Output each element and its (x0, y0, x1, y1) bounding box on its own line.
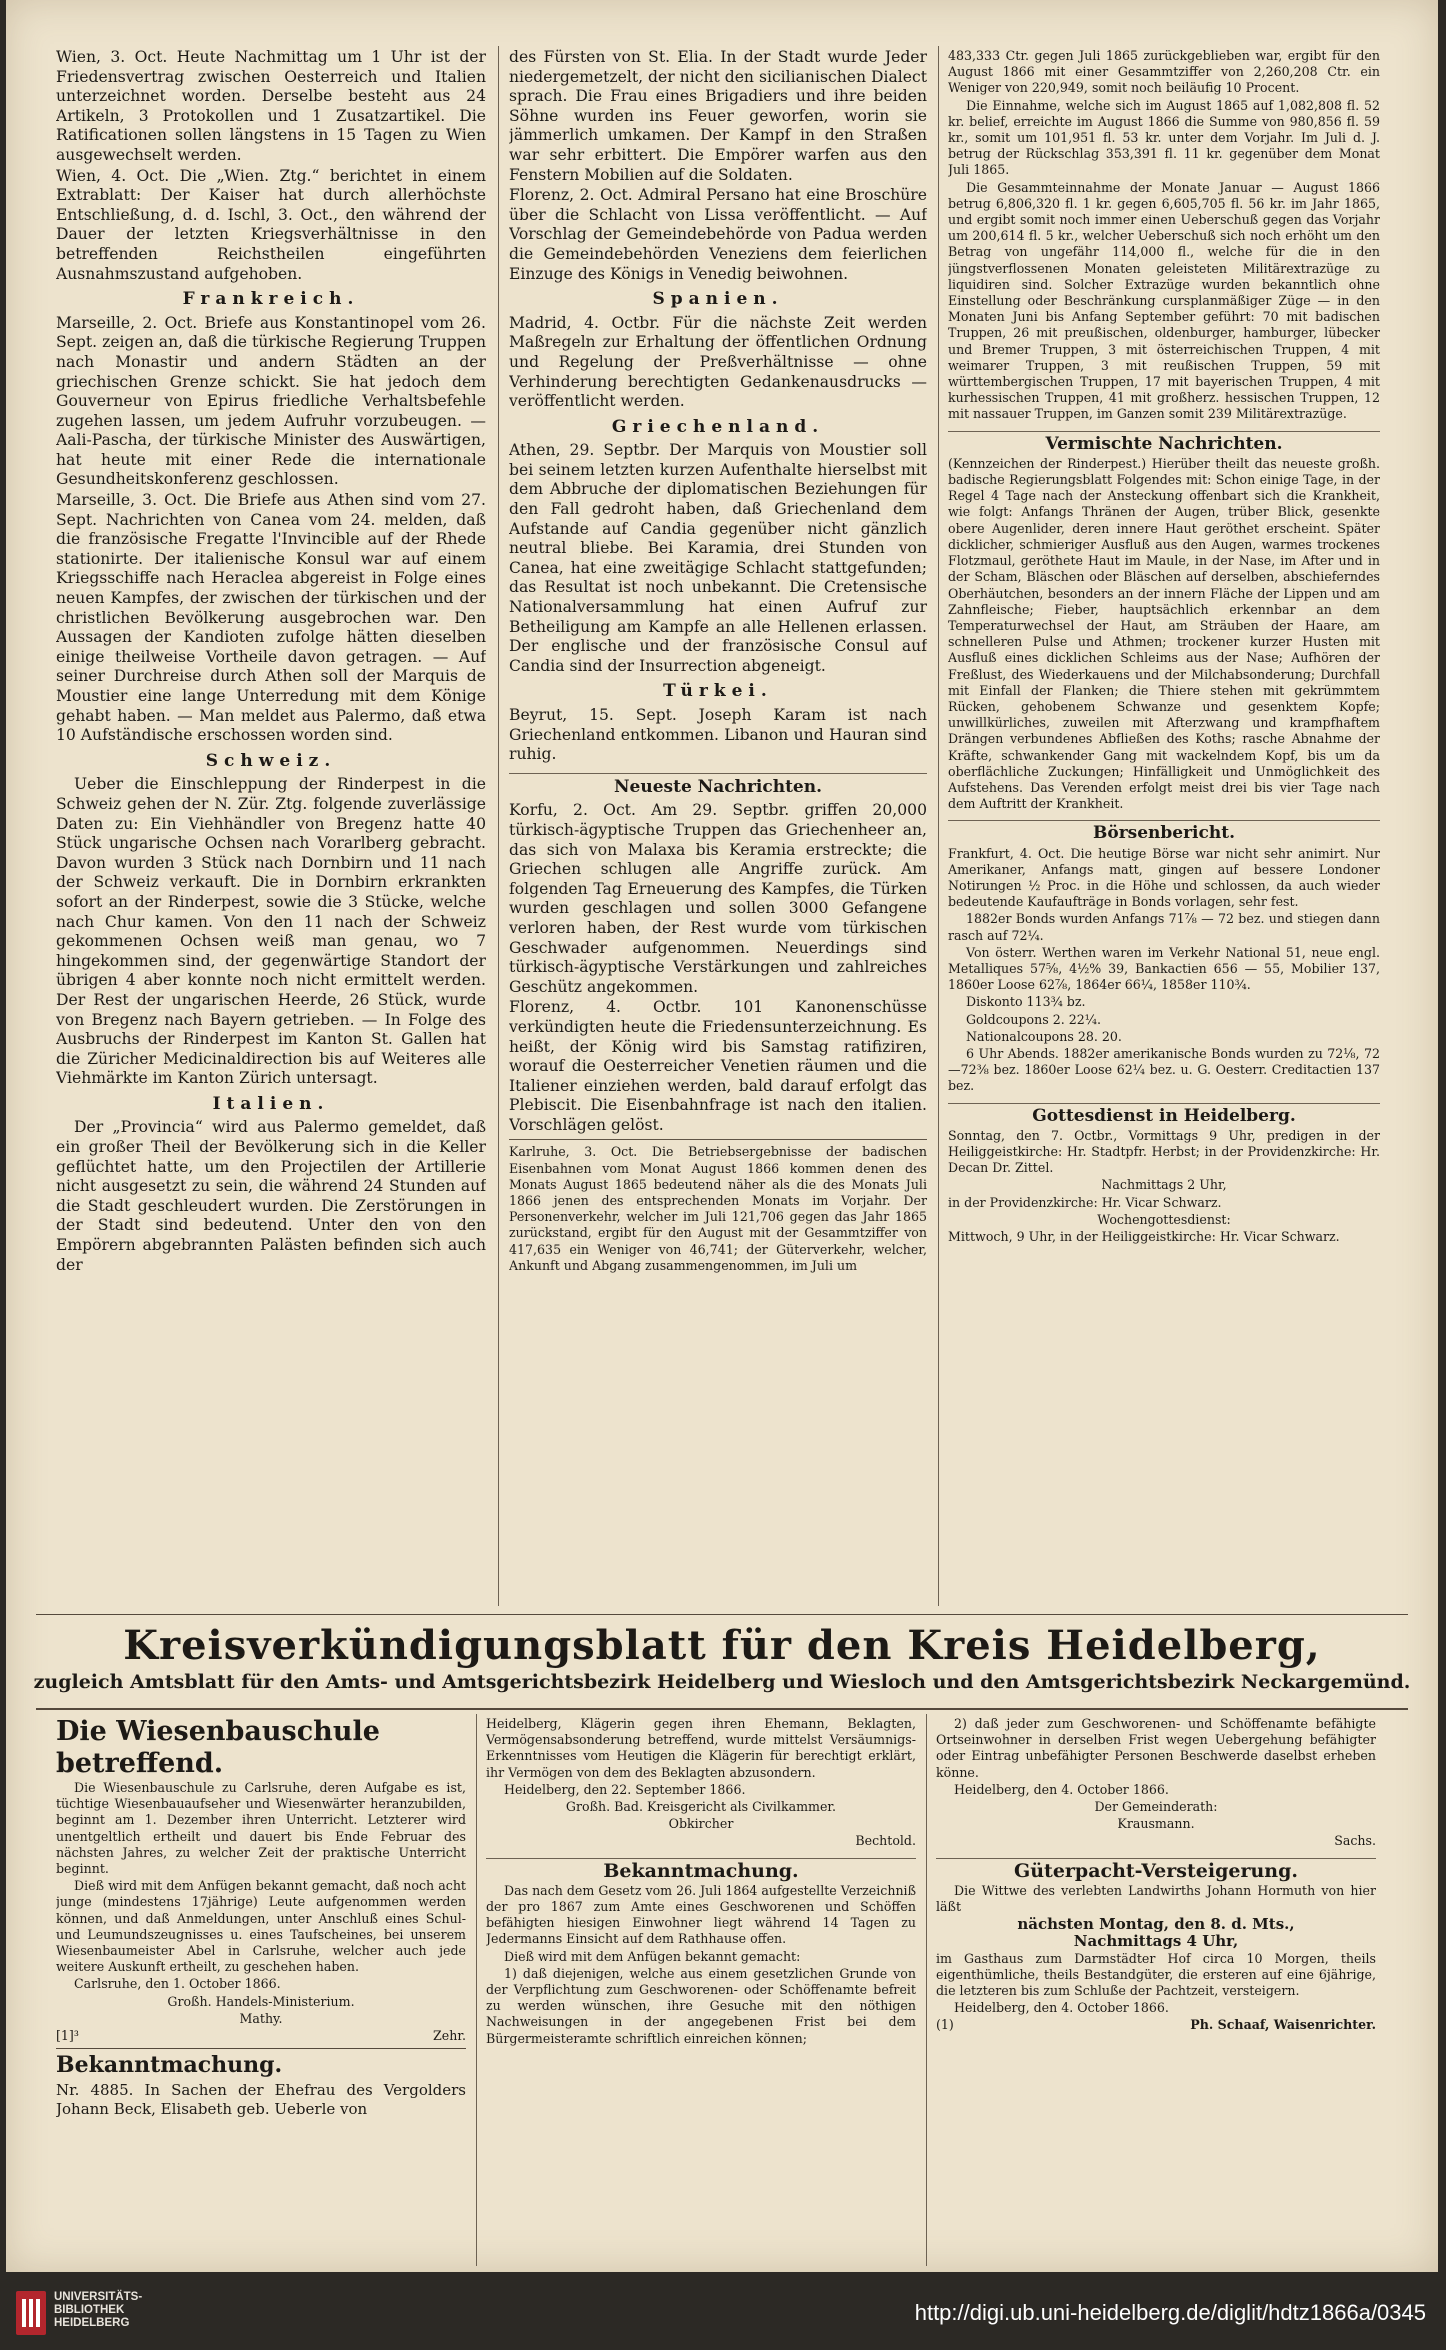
article-wien-2: Wien, 4. Oct. Die „Wien. Ztg.“ berichtet in einem Extrablatt: Der Kaiser hat durch allerhöchste Entschließung, d. d. Ischl, 3. Oct., den während der Dauer der letzten Kriegsverhältnisse in den betreffenden Reichstheilen eingeführten Ausnahmszustand aufgehoben. (56, 166, 486, 283)
article-oesterr: Von österr. Werthen waren im Verkehr National 51, neue engl. Metalliques 57⅝, 4½% 39, Bankactien 656 — 55, Mobilier 137, 1860er Loose 62⅞, 1864er 66¼, 1858er 110¾. (948, 944, 1380, 993)
article-madrid: Madrid, 4. Octbr. Für die nächste Zeit werden Maßregeln zur Erhaltung der öffentlichen Ordnung und Regelung der Preßverhältnisse — ohne Verhinderung berechtigten Gedankenausdrucks — veröffentlicht werden. (509, 313, 927, 411)
gottesdienst-mittwoch: Mittwoch, 9 Uhr, in der Heiliggeistkirche: Hr. Vicar Schwarz. (948, 1229, 1340, 1245)
divider (509, 1139, 927, 1140)
beck-court: Großh. Bad. Kreisgericht als Civilkammer. (565, 1799, 837, 1815)
article-eisenbahn-cont: 483,333 Ctr. gegen Juli 1865 zurückgeblieben war, ergibt für den August 1866 mit einer Gesammtziffer von 2,260,208 Ctr. ein Weniger von 220,949, somit noch beiläufig 10 Procent. (948, 48, 1380, 96)
article-beyrut: Beyrut, 15. Sept. Joseph Karam ist nach Griechenland entkommen. Libanon und Hauran sind ruhig. (509, 706, 927, 764)
masthead-rule-top (36, 1614, 1408, 1615)
wiesenbau-signature: Mathy. (239, 2010, 283, 2026)
heading-wiesenbauschule: Die Wiesenbauschule betreffend. (56, 1716, 380, 1779)
wiesenbau-footer (56, 2028, 466, 2044)
gueterpacht-place-date: Heidelberg, den 4. October 1866. (954, 2000, 1169, 2016)
lower-divider-1 (476, 1714, 477, 2266)
column-3 (948, 48, 1380, 1603)
article-wien-1: Wien, 3. Oct. Heute Nachmittag um 1 Uhr ist der Friedensvertrag zwischen Oesterreich und Italien unterzeichnet worden. Derselbe besteht aus 24 Artikeln, 3 Protokollen und 1 Zusatzartikel. Die Ratificationen sollen längstens in 15 Tagen zu Wien ausgewechselt werden. (56, 48, 486, 164)
article-einnahme: Die Einnahme, welche sich im August 1865 auf 1,082,808 fl. 52 kr. belief, erreichte im August 1866 die Summe von 980,856 fl. 59 kr., somit um 101,951 fl. 53 kr. unter dem Vorjahr. Im Juli d. J. betrug der Rückschlag 353,391 fl. 11 kr. gegenüber dem Monat Juli 1865. (948, 97, 1380, 178)
gottesdienst-providenz: in der Providenzkirche: Hr. Vicar Schwarz. (948, 1194, 1222, 1210)
article-korfu: Korfu, 2. Oct. Am 29. Septbr. griffen 20,000 türkisch-ägyptische Truppen das Griechenheer an, das sich von Malaxa bis Keramia erstreckte; die Griechen schlugen alle Angriffe zurück. Am folgenden Tag Erneuerung des Kampfes, die Türken wurden geschlagen und sollen 3000 Gefangene verloren haben, der Rest wurde vom türkischen Geschwader aufgenommen. Neuerdings sind türkisch-ägyptische Verstärkungen und zahlreiches Geschütz angekommen. (509, 801, 927, 996)
wiesenbau-ministerium: Großh. Handels-Ministerium. (167, 1993, 355, 2009)
article-frankfurt: Frankfurt, 4. Oct. Die heutige Börse war nicht sehr animirt. Nur Amerikaner, Anfangs matt, gingen auf bessere Londoner Notirungen ½ Proc. in die Höhe und schlossen, da auch wieder bedeutende Kaufaufträge in Bonds vorlagen, sehr fest. (948, 845, 1380, 910)
gemeinderath-name: Krausmann. (1117, 1816, 1195, 1832)
masthead (6, 1622, 1438, 1694)
geschworene-anfuegen: Dieß wird mit dem Anfügen bekannt gemacht: (504, 1948, 801, 1964)
section-heading-neueste: Neueste Nachrichten. (509, 773, 927, 798)
heading-bekanntmachung-1: Bekanntmachung. (56, 2048, 466, 2081)
article-diskonto: Diskonto 113¾ bz. (966, 994, 1086, 1010)
bekanntmachung-1-text: Nr. 4885. In Sachen der Ehefrau des Vergolders Johann Beck, Elisabeth geb. Ueberle von (56, 2081, 466, 2119)
gueterpacht-ref: (1) (936, 2017, 954, 2033)
logo-line-1: UNIVERSITÄTS- (54, 2291, 143, 2303)
gemeinderath-label: Der Gemeinderath: (1094, 1799, 1218, 1815)
article-bonds: 1882er Bonds wurden Anfangs 71⅞ — 72 bez. und stiegen dann rasch auf 72¼. (948, 911, 1380, 943)
section-heading-gottesdienst: Gottesdienst in Heidelberg. (948, 1103, 1380, 1124)
gottesdienst-woche-label: Wochengottesdienst: (1097, 1211, 1231, 1227)
masthead-subtitle: zugleich Amtsblatt für den Amts- und Amtsgerichtsbezirk Heidelberg und Wiesloch und den Amtsgerichtsbezirk Neckargemünd. (33, 1671, 1411, 1693)
beck-sig-2: Bechtold. (855, 1833, 916, 1849)
article-italien-cont: des Fürsten von St. Elia. In der Stadt wurde Jeder niedergemetzelt, der nicht den sicilianischen Dialect sprach. Die Frau eines Brigadiers und ihre beiden Söhne wurden ins Feuer geworfen, worin sie jämmerlich umkamen. Der Kampf in den Straßen war sehr erbittert. Die Empörer warfen aus den Fenstern Mobilien auf die Soldaten. (509, 48, 927, 184)
lower-column-2 (486, 1716, 916, 2266)
article-abends: 6 Uhr Abends. 1882er amerikanische Bonds wurden zu 72⅛, 72—72⅜ bez. 1860er Loose 62¼ bez. u. G. Oesterr. Creditactien 137 bez. (948, 1045, 1380, 1094)
logo-line-3: HEIDELBERG (54, 2317, 130, 2329)
gemeinderath-sig: Sachs. (1334, 1833, 1376, 1849)
article-italien: Der „Provincia“ wird aus Palermo gemeldet, daß ein großer Theil der Bevölkerung sich in die Keller geflüchtet hatte, um den Projectilen der Artillerie nicht ausgesetzt zu sein, die während 24 Stunden auf die Stadt geschleudert wurden. Die Zerstörungen in der Stadt sind bedeutend. Unter den von den Empörern abgebrannten Palästen befinden sich auch der (56, 1118, 486, 1274)
article-florenz-2: Florenz, 4. Octbr. 101 Kanonenschüsse verkündigten heute die Friedensunterzeichnung. Es heißt, der König wird bis Samstag ratifiziren, worauf die Oesterreicher Venetien räumen und die Italiener einziehen werden, bald darauf erfolgt das Plebiscit. Die Eisenbahnfrage ist nach den italien. Vorschlägen gelöst. (509, 998, 927, 1134)
section-heading-tuerkei: Türkei. (663, 681, 773, 702)
gueterpacht-intro: Die Wittwe des verlebten Landwirths Johann Hormuth von hier läßt (936, 1882, 1376, 1915)
section-heading-boerse: Börsenbericht. (948, 820, 1380, 841)
article-marseille-1: Marseille, 2. Oct. Briefe aus Konstantinopel vom 26. Sept. zeigen an, daß die türkische Regierung Truppen nach Monastir und andern Städten an der griechischen Grenze schickt. Sie hat jedoch dem Gouverneur von Epirus friedliche Verhaltsbefehle zugehen lassen, um jedem Aufruhr vorzubeugen. — Aali-Pascha, der türkische Minister des Auswärtigen, hat heute mit einer Rede die internationale Gesundheitskonferenz geschlossen. (56, 313, 486, 489)
column-1 (56, 48, 486, 1603)
logo-text (54, 2291, 142, 2330)
article-schweiz: Ueber die Einschleppung der Rinderpest in die Schweiz gehen der N. Zür. Ztg. folgende zuverlässige Daten zu: Ein Viehhändler von Bregenz hatte 40 Stück ungarische Ochsen nach Vorarlberg gebracht. Davon wurden 3 Stück nach Dornbirn und 11 nach der Schweiz verkauft. Die in Dornbirn erkrankten sofort an der Rinderpest, sowie die 3 Stücke, welche nach Chur kamen. Von den 11 nach der Schweiz gekommenen Ochsen weiß man genau, wo 7 hingekommen sind, der gegenwärtige Standort der übrigen 4 aber konnte noch nicht ermittelt werden. Der Rest der ungarischen Heerde, 26 Stück, wurde von Bregenz nach Bayern getrieben. — In Folge des Ausbruchs der Rinderpest im Kanton St. Gallen hat die Züricher Medicinaldirection bis auf Weiteres alle Viehmärkte im Kanton Zürich untersagt. (56, 775, 486, 1088)
geschworene-text: Das nach dem Gesetz vom 26. Juli 1864 aufgestellte Verzeichniß der pro 1867 zum Amte eines Geschworenen und Schöffen befähigten hiesigen Einwohner liegt während 14 Tagen zu Jedermanns Einsicht auf dem Rathhause offen. (486, 1882, 916, 1947)
column-divider-2 (938, 46, 939, 1606)
beck-sig-1: Obkircher (668, 1816, 734, 1832)
section-heading-vermischte: Vermischte Nachrichten. (948, 431, 1380, 452)
source-url-link[interactable]: http://digi.ub.uni-heidelberg.de/diglit/hdtz1866a/0345 (914, 2300, 1426, 2325)
column-divider-1 (498, 46, 499, 1606)
masthead-title: Kreisverkündigungsblatt für den Kreis Heidelberg, (123, 1622, 1321, 1669)
wiesenbau-sig-2: Zehr. (433, 2028, 466, 2044)
beck-text: Heidelberg, Klägerin gegen ihren Ehemann, Beklagten, Vermögensabsonderung betreffend, wurde mittelst Versäumnigs-Erkenntnisses vom Heutigen die Klägerin für berechtigt erklärt, ihr Vermögen von dem des Beklagten abzusondern. (486, 1716, 916, 1780)
logo-line-2: BIBLIOTHEK (54, 2304, 125, 2316)
wiesenbau-text-2: Dieß wird mit dem Anfügen bekannt gemacht, daß noch acht junge (mindestens 17jährige) Leute aufgenommen werden können, und daß Anmeldungen, unter Anschluß eines Schul- und Leumundszeugnisses u. eines Taufscheines, bei unserem Wiesenbaumeister Abel in Carlsruhe, welcher auch jede weitere Auskunft ertheilt, zu geschehen haben. (56, 1878, 466, 1975)
geschworene-date: Heidelberg, den 4. October 1866. (954, 1781, 1169, 1797)
beck-date: Heidelberg, den 22. September 1866. (504, 1781, 746, 1797)
gottesdienst-sonntag: Sonntag, den 7. Octbr., Vormittags 9 Uhr, predigen in der Heiliggeistkirche: Hr. Stadtpfr. Herbst; in der Providenzkirche: Hr. Decan Dr. Zittel. (948, 1127, 1380, 1176)
article-national: Nationalcoupons 28. 20. (966, 1028, 1122, 1044)
wiesenbau-ref: [1]³ (56, 2028, 79, 2044)
article-marseille-2: Marseille, 3. Oct. Die Briefe aus Athen sind vom 27. Sept. Nachrichten von Canea vom 24. melden, daß die französische Fregatte l'Invincible auf der Rhede stationirte. Der italienische Konsul war auf einem Kriegsschiffe nach Heraclea abgereist in Folge eines neuen Kampfes, der zwischen der türkischen und der christlichen Bevölkerung ausgebrochen war. Den Aussagen der Kandioten zufolge hätten dieselben einige theilweise Vortheile davon getragen. — Auf seiner Durchreise durch Athen soll der Marquis de Moustier eine lange Unterredung mit dem Könige gehabt haben. — Man meldet aus Palermo, daß etwa 10 Aufständische erschossen worden sind. (56, 491, 486, 745)
section-heading-spanien: Spanien. (652, 289, 784, 310)
article-athen: Athen, 29. Septbr. Der Marquis von Moustier soll bei seinem letzten kurzen Aufenthalte hierselbst mit dem Abbruche der diplomatischen Beziehungen für den Fall gedroht haben, daß Griechenland dem Aufstande auf Candia gegenüber nicht gänzlich neutral bliebe. Bei Karamia, drei Stunden von Canea, hat eine zweitägige Schlacht stattgefunden; das Resultat ist noch unbekannt. Die Cretensische Nationalversammlung hat einen Aufruf zur Betheiligung am Kampfe an alle Hellenen erlassen. Der englische und der französische Consul auf Candia sind der Insurrection abgeneigt. (509, 441, 927, 675)
gueterpacht-signature: Ph. Schaaf, Waisenrichter. (1190, 2017, 1376, 2033)
geschworene-point-1: 1) daß diejenigen, welche aus einem gesetzlichen Grunde von der Verpflichtung zum Geschworenen- oder Schöffenamte befreit zu werden wünschen, ihre Gesuche mit den nöthigen Nachweisungen in der angegebenen Frist bei dem Bürgermeisteramte schriftlich einreichen können; (486, 1965, 916, 2046)
heading-bekanntmachung-2: Bekanntmachung. (486, 1858, 916, 1879)
section-heading-griechenland: Griechenland. (611, 416, 825, 437)
geschworene-point-2: 2) daß jeder zum Geschworenen- und Schöffenamte befähigte Ortseinwohner in derselben Frist wegen Uebergehung befähigter oder Eintrag unbefähigter Personen Beschwerde daselbst erheben könne. (936, 1716, 1376, 1780)
wiesenbau-text-1: Die Wiesenbauschule zu Carlsruhe, deren Aufgabe es ist, tüchtige Wiesenbauaufseher und Wiesenwärter heranzubilden, beginnt am 1. Dezember ihren Unterricht. Letzterer wird unentgeltlich ertheilt und dauert bis Ende Februar des nächsten Jahres, zu welcher Zeit der praktische Unterricht beginnt. (56, 1780, 466, 1877)
masthead-rule-bottom (36, 1708, 1408, 1710)
gueterpacht-time: Nachmittags 4 Uhr, (1073, 1932, 1239, 1951)
article-rinderpest: (Kennzeichen der Rinderpest.) Hierüber theilt das neueste großh. badische Regierungsblatt Folgendes mit: Schon einige Tage, in der Regel 4 Tage nach der Ansteckung offenbart sich die Krankheit, wie folgt: Anfangs Thränen der Augen, trüber Blick, gesenkte obere Augenlider, deren innere Haut geröthet erscheint. Später dicklicher, schmieriger Ausfluß aus den Augen, warmes trockenes Flotzmaul, geröthete Haut im Maule, in der Nase, im After und in der Scham, Bläschen oder Bläschen auf derselben, abschieferndes Oberhäutchen, besonders an der innern Fläche der Lippen und am Zahnfleische; Fieber, hauptsächlich erkennbar an dem Temperaturwechsel der Haut, am Sträuben der Haare, am schnelleren Pulse und Athmen; trockener kurzer Husten mit Ausfluß eines dicklichen Schleims aus der Nase; Aufhören der Freßlust, des Wiederkauens und der Milchabsonderung; Durchfall mit Einfall der Flanken; die Thiere stehen mit gekrümmtem Rücken, gehobenem Schwanze und gesenktem Kopfe; unwillkürliches, zuweilen mit Afterzwang und krampfhaftem Drängen verbundenes Abfließen des Koths; rasche Abnahme der Kräfte, schwankender Gang mit wackelndem Kopf, bis um da oberflächliche Zuckungen; Hinfälligkeit und Unmöglichkeit des Aufstehens. Das Verenden erfolgt meist drei bis vier Tage nach dem Auftritt der Krankheit. (948, 455, 1380, 812)
article-karlsruhe: Karlruhe, 3. Oct. Die Betriebsergebnisse der badischen Eisenbahnen vom Monat August 1866 kommen denen des Monats August 1865 bedeutend näher als die des Monats Juli 1866 jenen des entsprechenden Monats im Vorjahr. Der Personenverkehr, welcher im Juli 121,706 gegen das Jahr 1865 zurückstand, ergibt für den August mit der Gesammtziffer von 417,635 ein Weniger von 46,741; der Güterverkehr, welcher, Ankunft und Abgang zusammengenommen, im Juli um (509, 1144, 927, 1273)
article-florenz-1: Florenz, 2. Oct. Admiral Persano hat eine Broschüre über die Schlacht von Lissa veröffentlicht. — Auf Vorschlag der Gemeindebehörde von Padua werden die Gemeindebehörden Veneziens dem feierlichen Einzuge des Königs in Venedig beiwohnen. (509, 186, 927, 283)
section-heading-schweiz: Schweiz. (205, 750, 337, 771)
article-gold: Goldcoupons 2. 22¼. (966, 1011, 1101, 1027)
wiesenbau-date: Carlsruhe, den 1. October 1866. (74, 1976, 281, 1992)
gueterpacht-text: im Gasthaus zum Darmstädter Hof circa 10 Morgen, theils eigenthümliche, theils Bestandgüter, die ersteren auf eine 6jährige, die letzteren bis zum Schluße der Pachtzeit, versteigern. (936, 1950, 1376, 1999)
section-heading-italien: Italien. (212, 1093, 330, 1114)
newspaper-page (6, 0, 1438, 2272)
heading-gueterpacht: Güterpacht-Versteigerung. (936, 1858, 1376, 1879)
gueterpacht-date: nächsten Montag, den 8. d. Mts., (1017, 1915, 1295, 1934)
section-heading-frankreich: Frankreich. (182, 289, 360, 310)
column-2 (509, 48, 927, 1603)
lower-column-1 (56, 1716, 466, 2266)
article-gesammteinnahme: Die Gesammteinnahme der Monate Januar — August 1866 betrug 6,806,320 fl. 1 kr. gegen 6,605,705 fl. 56 kr. im Jahr 1865, und ergibt somit noch immer einen Ueberschuß gegen das Vorjahr um 200,614 fl. 5 kr., welcher Ueberschuß sich noch erhöht um den Betrag von ungefähr 114,000 fl., welche für die in den jüngstverflossenen Monaten geleisteten Militärextrazüge zu liquidiren sind. Solcher Extrazüge wurden bekanntlich ohne Einstellung oder Beschränkung cursplanmäßiger Züge — in den Monaten Juni bis Anfang September geführt: 70 mit badischen Truppen, 26 mit preußischen, oldenburger, hamburger, lübecker und Bremer Truppen, 3 mit österreichischen Truppen, 4 mit weimarer Truppen, 3 mit reußischen Truppen, 59 mit württembergischen Truppen, 17 mit bayerischen Truppen, 4 mit kurhessischen Truppen, 41 mit großherz. hessischen Truppen, 12 mit nassauer Truppen, im Ganzen somit 239 Militärextrazüge. (948, 179, 1380, 422)
lower-divider-2 (926, 1714, 927, 2266)
gueterpacht-footer (936, 2017, 1376, 2033)
lower-column-3 (936, 1716, 1376, 2266)
gottesdienst-nachmittag: Nachmittags 2 Uhr, (1101, 1177, 1227, 1193)
